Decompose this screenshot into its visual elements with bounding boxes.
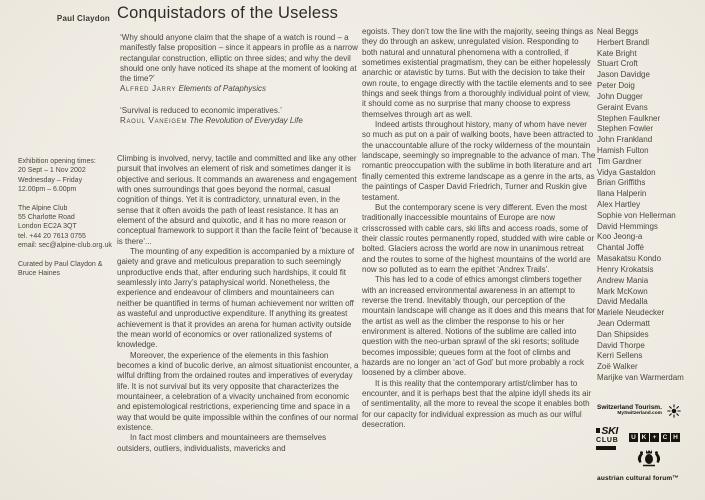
artist-name: Peter Doig [597,81,635,91]
quote-work-title: The Revolution of Everyday Life [189,116,303,126]
switzerland-tourism-text [597,404,662,417]
ski-club-bar [596,446,616,450]
ukch-letter-box: + [650,433,659,442]
info-line: Wednesday – Friday [18,176,83,184]
artist-name: Chantal Joffé [597,243,644,253]
artist-name: Ilana Halperin [597,189,647,199]
essay-column-left [117,154,360,454]
artist-name: Kate Bright [597,48,637,58]
epigraph-quotes [120,33,358,137]
artist-name: Brian Griffiths [597,178,646,188]
austrian-cultural-forum-logo: austrian cultural forum™ [597,475,680,482]
artist-name: Stephen Faulkner [597,113,661,123]
curator-credit [18,260,114,279]
switzerland-tourism-line1: Switzerland Tourism. [597,404,662,411]
artist-name: Henry Krokatsis [597,264,654,274]
info-line: Exhibition opening times: [18,158,96,165]
swiss-sun-icon [667,404,681,418]
ukch-letter-box: C [661,433,670,442]
artist-name: Jason Davidge [597,70,650,80]
info-line: Bruce Haines [18,270,61,278]
opening-times [18,157,114,195]
artist-name: Koo Jeong-a [597,232,643,242]
info-line: 20 Sept – 1 Nov 2002 [18,167,86,175]
artist-name: Andrew Mania [597,275,649,285]
artist-name: Geraint Evans [597,102,648,112]
artist-name: Mark McKown [597,286,648,296]
info-line: email: sec@alpine-club.org.uk [18,242,112,250]
artist-name: Hamish Fulton [597,145,649,155]
essay-paragraph: This has led to a code of ethics amongst climbers together with an increased environmental awareness in an attempt to reverse the trend. Inevitably though, our perception of the mountain landscape will change as it does and this means that for the artist as well as the climber the response to his or her environment is altered. Notions of the sublime are called into question with the neo-urban sprawl of the ski resorts; solitude becomes impossible; queues form at the foot of climbs and hazards are no longer an ‘act of God’ but more probably a rock loosened by a climber above. [362,275,596,378]
ski-club-top [596,427,618,436]
artist-name: David Thorpe [597,340,645,350]
ski-club-line2: CLUB [596,437,619,444]
essay-paragraph: But the contemporary scene is very different. Even the most traditionally inaccessible mountains of Europe are now crisscrossed with cable cars, ski lifts and access roads, some of their classic routes permanently roped, studded with wire cable or bolted. Glaciers across the world are now in unanimous retreat and the routes to some of the highest mountains of the world are now so polluted as to earn the epithet ‘Andrex Trails’. [362,202,595,274]
quote-work-title: Elements of Pataphysics [178,84,267,94]
artist-name: Marijke van Warmerdam [597,373,684,382]
ski-flag-icon [596,428,600,433]
artist-name: David Hemmings [597,221,658,231]
quote-author: Alfred Jarry [120,84,177,94]
page-title: Conquistadors of the Useless [117,4,339,22]
artist-name: Alex Hartley [597,200,641,209]
artist-name: Stephen Fowler [597,124,654,134]
info-line: tel. +44 20 7613 0755 [18,232,86,240]
essay-paragraph: egoists. They don’t tow the line with the majority, seeing things as they do through an askew, unregulated vision. Responding to both natural and unnatural phenomena with a controlled, if sometimes existential pragmatism, they can be either hopelessly anarchic or atavistic by turns. But with the decision to take their own route, to engage directly with the tactile elements and to see things and seek things from a thoroughly individual point of view, it should come as no surprise that many choose to express themselves through art as well. [362,27,594,119]
artist-name: Mariele Neudecker [597,308,665,318]
essay-column-right [362,27,596,430]
exhibition-info-sidebar [18,157,114,287]
royal-crest-icon [635,449,663,467]
artist-name: John Dugger [597,91,643,101]
artist-name: Stuart Croft [597,59,638,69]
quote-author: Raoul Vaneigem [120,116,188,126]
info-line: 55 Charlotte Road [18,214,75,222]
ukch-letter-box: H [671,433,680,442]
essay-paragraph: Moreover, the experience of the elements in this fashion becomes a kind of bucolic derive, an almost situationist encounter, a wilful drifting from the ordained routes and imperatives of everyday life. It is not survival but its very opposite that characterizes the mountaineer, a celebration of a vivacity unchained from economic and epistemological restrictions, experiencing time and space in a way that would be quite impossible within the confines of our normal existence. [117,350,359,432]
quote-attribution [120,84,358,94]
quote-text: ‘Why should anyone claim that the shape of a watch is round – a manifestly false proposition – since it appears in profile as a narrow rectangular construction, elliptic on three sides; and why the devil should one only have noticed its shape at the moment of looking at the time?’ [120,33,358,84]
info-line: London EC2A 3QT [18,223,77,231]
artist-name: Sophie von Hellerman [597,210,676,220]
ukch-letter-box: U [629,433,638,442]
artist-name: Herbert Brandl [597,37,650,47]
essay-paragraph: The mounting of any expedition is accompanied by a mixture of gaiety and grave and meticulous preparation to such seemingly unproductive ends that, after enduring such hardships, it could fit seamlessly into Jarry’s pataphysical world. Nonetheless, the experience and endeavour of climbers and mountaineers can neither be quantified in terms of human achievement nor written off as wasteful and unproductive expenditure. If anything its greatest achievement is that it provides an arena for human activity outside the mean world of economics or over rationalized systems of knowledge. [117,247,355,350]
artist-name: Neal Beggs [597,27,639,36]
info-line: 12.00pm – 6.00pm [18,186,77,194]
artist-name: Dan Shipsides [597,329,649,339]
switzerland-tourism-logo [597,404,681,418]
essay-paragraph: Indeed artists throughout history, many of whom have never so much as put on a pair of walking boots, have been attracted to the unaccountable allure of the rocky wilderness of the mountain landscape, seemingly so impregnable to the advance of man. The romantic preoccupation with the sublime in both literature and art finally cemented this extreme landscape as a genre in the arts, as the paintings of Casper David Friedrich, Turner and Ruskin give testament. [362,120,596,202]
artist-name: Tim Gardner [597,156,642,166]
essay-paragraph: Climbing is involved, nervy, tactile and committed and like any other pursuit that involves an element of risk and sometimes danger it is objective and serious. It commands an awareness and engagement with ones surroundings that goes beyond the normal, casual cognition of things. Yet it is contradictory, unnatural even, in the sense that it often avoids the path of least resistance. It has an element of the absurd and quixotic, and it has no more reason or conceptual framework to support it than the facile feint of ‘because it is there’... [117,154,359,246]
artist-name: John Frankland [597,135,653,145]
artist-name: Zoë Walker [597,362,638,372]
info-line: Curated by Paul Claydon & [18,260,103,268]
ski-club-line1: SKI [601,425,618,437]
ski-club-logo [596,427,618,450]
switzerland-tourism-line2: MySwitzerland.com [617,411,662,416]
artist-name: Vidya Gastaldon [597,167,656,177]
artist-name: Masakatsu Kondo [597,254,662,264]
essay-paragraph: In fact most climbers and mountaineers are themselves outsiders, outliers, individualists, mavericks and [117,433,327,453]
artist-name: David Medalla [597,297,648,307]
author-name: Paul Claydon [56,14,110,23]
info-line: The Alpine Club [18,204,68,212]
quote-vaneigem [120,106,358,127]
sponsor-logos [595,404,705,498]
artist-name: Jean Odermatt [597,318,650,328]
essay-paragraph: It is this reality that the contemporary artist/climber has to encounter, and it is perhaps best that the alpine idyll sheds its air of sentimentality, all the more to reveal the scope it enables both for our capacity for individual expression as much as our wilful desecration. [362,378,592,430]
artist-name: Kerri Sellens [597,351,643,361]
artist-list [597,27,703,384]
quote-text: ‘Survival is reduced to economic imperatives.’ [120,105,282,115]
venue-address [18,204,114,251]
uk-ch-logo [629,433,680,442]
quote-attribution [120,116,358,126]
essay-text-left [117,154,360,454]
ukch-letter-box: K [640,433,649,442]
quote-jarry [120,33,358,95]
essay-text-right [362,27,596,430]
